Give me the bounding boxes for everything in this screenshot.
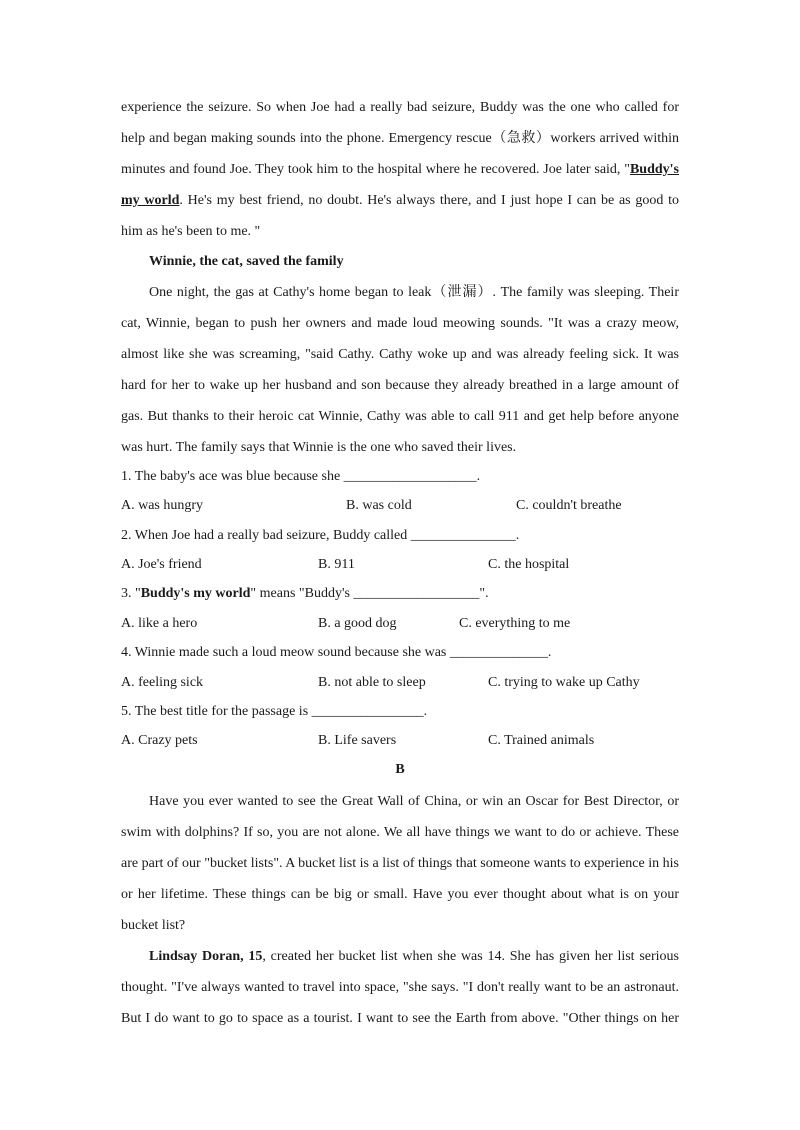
option-a: A. was hungry — [121, 498, 204, 513]
section-heading: Winnie, the cat, saved the family — [149, 254, 344, 269]
option-a: A. feeling sick — [121, 675, 204, 690]
question-1-stem: 1. The baby's ace was blue because she ___________________. — [121, 469, 481, 484]
paragraph-text: Have you ever wanted to see the Great Wall of China, or win an Oscar for Best Director, or swim with dolphins? If so, you are not alone. We all have things we want to do or achieve. These are part of our "bucket lists". A bucket list is a list of things that someone wants to experience in his or her lifetime. These things can be big or small. Have you ever thought about what is on your bucket list? — [121, 794, 679, 933]
question-2-options — [0, 557, 800, 577]
paragraph-text: experience the seizure. So when Joe had a really bad seizure, Buddy was the one who called for help and began making sounds into the phone. Emergency rescue（急救）workers arrived within minutes and found Joe. They took him to the hospital where he recovered. Joe later said, " — [121, 100, 679, 177]
option-c: C. couldn't breathe — [516, 498, 622, 513]
question-2-stem: 2. When Joe had a really bad seizure, Buddy called _______________. — [121, 528, 520, 543]
option-c: C. everything to me — [459, 616, 571, 631]
question-1-options — [0, 498, 800, 518]
bold-quote: Buddy's my world — [140, 586, 251, 601]
option-a: A. Crazy pets — [121, 733, 198, 748]
passage-a-paragraph-2 — [121, 277, 679, 463]
paragraph-text: One night, the gas at Cathy's home began to leak（泄漏）. The family was sleeping. Their cat, Winnie, began to push her owners and made loud meowing sounds. "It was a crazy meow, almost like she was screaming, "said Cathy. Cathy woke up and was already feeling sick. It was hard for her to wake up her husband and son because they already breathed in a large amount of gas. But thanks to their heroic cat Winnie, Cathy was able to call 911 and get help before anyone was hurt. The family says that Winnie is the one who saved their lives. — [121, 285, 679, 455]
question-5-options — [0, 733, 800, 753]
question-5-stem: 5. The best title for the passage is ________________. — [121, 704, 428, 719]
stem-text: 3. " — [121, 586, 141, 601]
option-c: C. the hospital — [488, 557, 570, 572]
paragraph-text: . He's my best friend, no doubt. He's always there, and I just hope I can be as good to him as he's been to me. " — [121, 193, 679, 239]
option-b: B. was cold — [346, 498, 412, 513]
option-a: A. like a hero — [121, 616, 198, 631]
option-b: B. Life savers — [318, 733, 397, 748]
passage-a-paragraph-1 — [121, 92, 679, 247]
passage-b-label: B — [395, 762, 405, 777]
option-b: B. not able to sleep — [318, 675, 426, 690]
question-4-options — [0, 675, 800, 695]
question-3-options — [0, 616, 800, 636]
paragraph-text: , created her bucket list when she was 14. She has given her list serious thought. "I've always wanted to travel into space, "she says. "I don't really want to be an astronaut. But I do want to go to space as a tourist. I want to see the Earth from above. "Other things on her — [121, 949, 679, 1026]
question-4-stem: 4. Winnie made such a loud meow sound because she was ______________. — [121, 645, 552, 660]
bold-quote: Buddy's my world — [121, 162, 679, 208]
option-c: C. Trained animals — [488, 733, 595, 748]
option-c: C. trying to wake up Cathy — [488, 675, 640, 690]
question-3-stem — [121, 586, 489, 602]
option-b: B. a good dog — [318, 616, 397, 631]
option-a: A. Joe's friend — [121, 557, 202, 572]
passage-b-paragraph-2 — [121, 941, 679, 1034]
option-b: B. 911 — [318, 557, 355, 572]
bold-name: Lindsay Doran, 15 — [149, 949, 263, 964]
passage-b-paragraph-1 — [121, 786, 679, 941]
stem-text: " means "Buddy's __________________". — [250, 586, 489, 601]
